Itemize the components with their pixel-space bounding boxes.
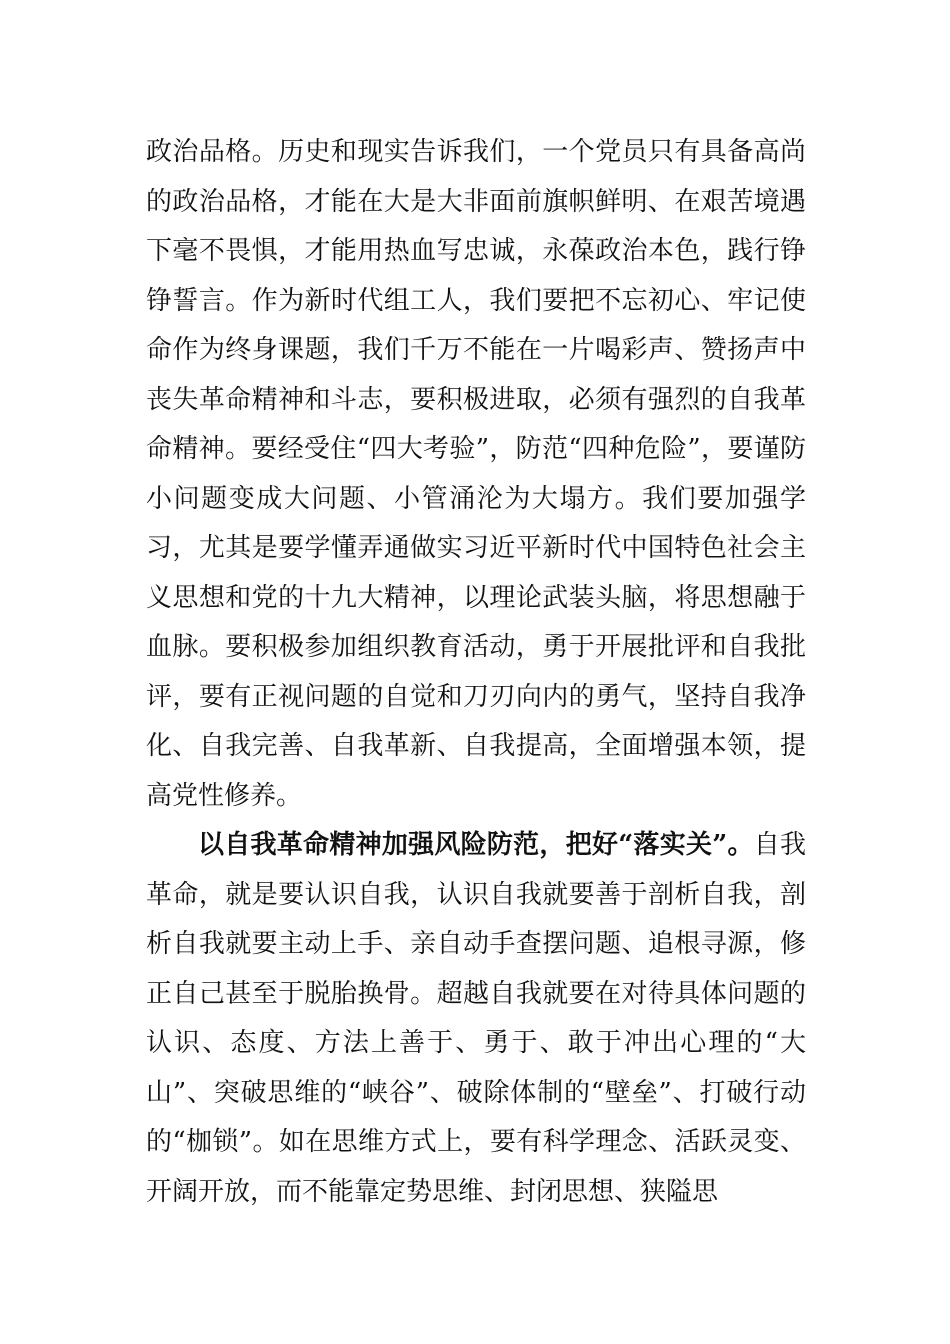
paragraph-continued: [146, 128, 806, 821]
paragraph-lead-heading: 以自我革命精神加强风险防范，把好“落实关”。: [198, 830, 754, 860]
paragraph-text: 自我革命，就是要认识自我，认识自我就要善于剖析自我，剖析自我就要主动上手、亲自动手查摆问题、追根寻源，修正自己甚至于脱胎换骨。超越自我就要在对待具体问题的认识、态度、方法上善于、勇于、敢于冲出心理的“大山”、突破思维的“峡谷”、破除体制的“壁垒”、打破行动的“枷锁”。如在思维方式上，要有科学理念、活跃灵变、开阔开放，而不能靠定势思维、封闭思想、狭隘思: [146, 830, 806, 1207]
paragraph-risk-prevention: [146, 821, 806, 1217]
document-body: [146, 128, 806, 1217]
paragraph-text: 政治品格。历史和现实告诉我们，一个党员只有具备高尚的政治品格，才能在大是大非面前旗帜鲜明、在艰苦境遇下毫不畏惧，才能用热血写忠诚，永葆政治本色，践行铮铮誓言。作为新时代组工人，我们要把不忘初心、牢记使命作为终身课题，我们千万不能在一片喝彩声、赞扬声中丧失革命精神和斗志，要积极进取，必须有强烈的自我革命精神。要经受住“四大考验”，防范“四种危险”，要谨防小问题变成大问题、小管涌沦为大塌方。我们要加强学习，尤其是要学懂弄通做实习近平新时代中国特色社会主义思想和党的十九大精神，以理论武装头脑，将思想融于血脉。要积极参加组织教育活动，勇于开展批评和自我批评，要有正视问题的自觉和刀刃向内的勇气，坚持自我净化、自我完善、自我革新、自我提高，全面增强本领，提高党性修养。: [146, 137, 806, 811]
